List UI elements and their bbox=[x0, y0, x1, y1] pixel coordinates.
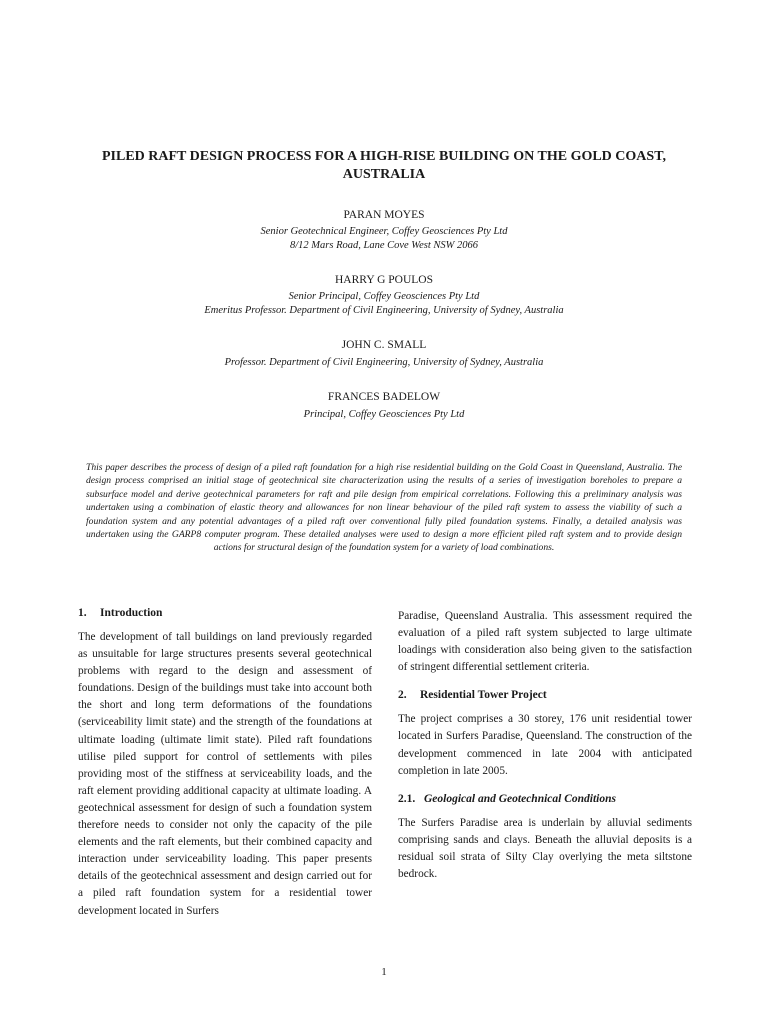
abstract: This paper describes the process of design of a piled raft foundation for a high rise residential building on the Gold Coast in Queensland, Australia. The design process comprised an initial stage of geotechnical site characterization using the results of a series of investigation boreholes to prepare a subsurface model and derive geotechnical parameters for raft and pile design from empirical correlations. Following this a preliminary analysis was undertaken using a combination of elastic theory and allowances for non linear behaviour of the piled raft system to assess the viability of such a foundation system and any potential advantages of a piled raft over conventional fully piled foundation systems. Finally, a detailed analysis was undertaken using the GARP8 computer program. These detailed analyses were used to design a more efficient piled raft system and to provide design actions for structural design of the foundation system for a variety of load combinations. bbox=[86, 462, 682, 554]
author-name: HARRY G POULOS bbox=[335, 274, 433, 286]
section-number: 1. bbox=[78, 607, 87, 619]
author-name: FRANCES BADELOW bbox=[327, 391, 441, 403]
author-affiliation: Senior Principal, Coffey Geosciences Pty Ltd bbox=[288, 291, 480, 302]
subsection-title: Geological and Geotechnical Conditions bbox=[424, 792, 616, 805]
section-number: 2. bbox=[398, 689, 407, 702]
introduction-text: The development of tall buildings on land previously regarded as unsuitable for large structures presents several geotechnical problems with regard to the design and assessment of foundations. Design of the buildings must take into account both the short and long term deformations of the foundations (serviceability limit state) and the strength of the foundations at ultimate loading (ultimate limit state). Piled raft foundations utilise piled support for control of settlements with piles providing most of the stiffness at serviceability loads, and the raft element providing additional capacity at ultimate loading. A geotechnical assessment for design of such a foundation system therefore needs to consider not only the capacity of the pile elements and the raft elements, but their combined capacity and interaction under serviceability loading. This paper presents details of the geotechnical assessment and design carried out for a piled raft foundation system for a residential tower development located in Surfers bbox=[78, 631, 372, 917]
paper-title: PILED RAFT DESIGN PROCESS FOR A HIGH-RISE BUILDING ON THE GOLD COAST, AUSTRALIA bbox=[101, 149, 666, 182]
author-affiliation: Professor. Department of Civil Engineering, University of Sydney, Australia bbox=[224, 357, 544, 368]
residential-text: The project comprises a 30 storey, 176 unit residential tower located in Surfers Paradise, Queensland. The construction of the development commenced in late 2004 with anticipated completion in late 2005. bbox=[398, 713, 692, 777]
section-heading bbox=[398, 688, 692, 703]
page-number: 1 bbox=[381, 966, 387, 978]
author-affiliation: 8/12 Mars Road, Lane Cove West NSW 2066 bbox=[289, 240, 479, 251]
author-affiliation: Emeritus Professor. Department of Civil Engineering, University of Sydney, Australia bbox=[204, 305, 564, 316]
right-column bbox=[398, 608, 692, 883]
author-name: JOHN C. SMALL bbox=[341, 339, 427, 351]
subsection-heading bbox=[398, 792, 692, 807]
subsection-number: 2.1. bbox=[398, 792, 416, 805]
section-heading bbox=[78, 606, 372, 621]
left-column bbox=[78, 606, 372, 920]
introduction-text-continued: Paradise, Queensland Australia. This assessment required the evaluation of a piled raft system subjected to large ultimate loadings with consideration also being given to the satisfaction of stringent differential settlement criteria. bbox=[398, 610, 692, 674]
author-name: PARAN MOYES bbox=[343, 209, 425, 221]
section-title: Introduction bbox=[100, 607, 163, 619]
geological-text: The Surfers Paradise area is underlain by alluvial sediments comprising sands and clays. Beneath the alluvial deposits is a residual soil strata of Silty Clay overlying the meta siltstone bedrock. bbox=[398, 816, 692, 881]
author-affiliation: Principal, Coffey Geosciences Pty Ltd bbox=[303, 409, 465, 420]
author-affiliation: Senior Geotechnical Engineer, Coffey Geosciences Pty Ltd bbox=[260, 226, 508, 237]
section-title: Residential Tower Project bbox=[420, 689, 547, 702]
